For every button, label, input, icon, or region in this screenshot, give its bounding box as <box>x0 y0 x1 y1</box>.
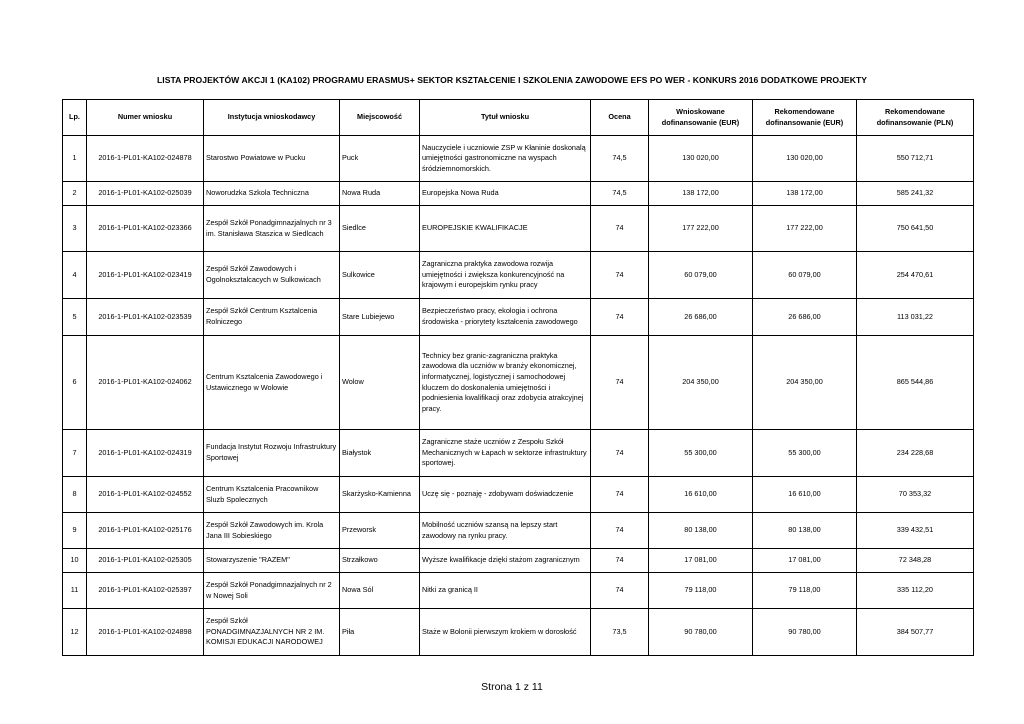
header-miejscowosc: Miejscowość <box>340 100 420 136</box>
cell-ocena: 74 <box>591 513 649 549</box>
cell-rekomendowane-pln: 339 432,51 <box>857 513 974 549</box>
cell-miejscowosc: Białystok <box>340 430 420 477</box>
cell-lp: 3 <box>63 206 87 252</box>
cell-numer-wniosku: 2016-1-PL01-KA102-023419 <box>87 252 204 299</box>
cell-rekomendowane-eur: 26 686,00 <box>753 299 857 336</box>
cell-wnioskowane: 55 300,00 <box>649 430 753 477</box>
cell-lp: 4 <box>63 252 87 299</box>
cell-instytucja: Zespół Szkół PONADGIMNAZJALNYCH NR 2 IM. KOMISJI EDUKACJI NARODOWEJ <box>204 609 340 656</box>
table-row <box>63 609 974 656</box>
cell-rekomendowane-eur: 80 138,00 <box>753 513 857 549</box>
cell-ocena: 74 <box>591 299 649 336</box>
cell-ocena: 74,5 <box>591 182 649 206</box>
cell-wnioskowane: 80 138,00 <box>649 513 753 549</box>
cell-rekomendowane-eur: 90 780,00 <box>753 609 857 656</box>
cell-instytucja: Stowarzyszenie "RAZEM" <box>204 549 340 573</box>
table-row <box>63 136 974 182</box>
cell-instytucja: Centrum Ksztalcenia Zawodowego i Ustawicznego w Wolowie <box>204 336 340 430</box>
cell-numer-wniosku: 2016-1-PL01-KA102-024898 <box>87 609 204 656</box>
table-row <box>63 336 974 430</box>
cell-miejscowosc: Siedlce <box>340 206 420 252</box>
cell-ocena: 74 <box>591 252 649 299</box>
cell-miejscowosc: Piła <box>340 609 420 656</box>
cell-rekomendowane-pln: 113 031,22 <box>857 299 974 336</box>
header-numer-wniosku: Numer wniosku <box>87 100 204 136</box>
cell-instytucja: Starostwo Powiatowe w Pucku <box>204 136 340 182</box>
cell-numer-wniosku: 2016-1-PL01-KA102-024062 <box>87 336 204 430</box>
cell-lp: 7 <box>63 430 87 477</box>
header-rekomendowane-pln: Rekomendowane dofinansowanie (PLN) <box>857 100 974 136</box>
cell-wnioskowane: 204 350,00 <box>649 336 753 430</box>
cell-numer-wniosku: 2016-1-PL01-KA102-025039 <box>87 182 204 206</box>
cell-lp: 6 <box>63 336 87 430</box>
cell-rekomendowane-pln: 234 228,68 <box>857 430 974 477</box>
cell-rekomendowane-eur: 204 350,00 <box>753 336 857 430</box>
cell-numer-wniosku: 2016-1-PL01-KA102-024878 <box>87 136 204 182</box>
header-lp: Lp. <box>63 100 87 136</box>
cell-rekomendowane-pln: 550 712,71 <box>857 136 974 182</box>
cell-tytul: Bezpieczeństwo pracy, ekologia i ochrona środowiska - priorytety kształcenia zawodowego <box>420 299 591 336</box>
cell-wnioskowane: 79 118,00 <box>649 573 753 609</box>
cell-lp: 10 <box>63 549 87 573</box>
cell-instytucja: Zespół Szkół Zawodowych i Ogolnoksztalcacych w Sulkowicach <box>204 252 340 299</box>
table-row <box>63 513 974 549</box>
cell-wnioskowane: 90 780,00 <box>649 609 753 656</box>
table-row <box>63 206 974 252</box>
cell-miejscowosc: Puck <box>340 136 420 182</box>
cell-wnioskowane: 60 079,00 <box>649 252 753 299</box>
cell-ocena: 74 <box>591 430 649 477</box>
cell-tytul: Nauczyciele i uczniowie ZSP w Kłaninie doskonalą umiejętności gastronomiczne na wyspach śródziemnomorskich. <box>420 136 591 182</box>
cell-lp: 12 <box>63 609 87 656</box>
cell-tytul: Uczę się - poznaję - zdobywam doświadczenie <box>420 477 591 513</box>
cell-miejscowosc: Skarżysko-Kamienna <box>340 477 420 513</box>
cell-instytucja: Centrum Ksztalcenia Pracownikow Sluzb Spolecznych <box>204 477 340 513</box>
cell-instytucja: Noworudzka Szkola Techniczna <box>204 182 340 206</box>
cell-lp: 9 <box>63 513 87 549</box>
cell-tytul: EUROPEJSKIE KWALIFIKACJE <box>420 206 591 252</box>
cell-tytul: Zagraniczna praktyka zawodowa rozwija umiejętności i zwiększa konkurencyjność na krajowym i europejskim rynku pracy <box>420 252 591 299</box>
cell-tytul: Nitki za granicą II <box>420 573 591 609</box>
cell-lp: 8 <box>63 477 87 513</box>
cell-wnioskowane: 17 081,00 <box>649 549 753 573</box>
header-ocena: Ocena <box>591 100 649 136</box>
cell-rekomendowane-pln: 750 641,50 <box>857 206 974 252</box>
cell-instytucja: Zespół Szkół Ponadgimnazjalnych nr 2 w Nowej Soli <box>204 573 340 609</box>
cell-instytucja: Zespół Szkół Centrum Ksztalcenia Rolniczego <box>204 299 340 336</box>
cell-lp: 11 <box>63 573 87 609</box>
cell-rekomendowane-eur: 16 610,00 <box>753 477 857 513</box>
cell-miejscowosc: Strzałkowo <box>340 549 420 573</box>
cell-numer-wniosku: 2016-1-PL01-KA102-023366 <box>87 206 204 252</box>
table-row <box>63 430 974 477</box>
projects-table <box>62 99 974 656</box>
cell-ocena: 74 <box>591 206 649 252</box>
cell-wnioskowane: 16 610,00 <box>649 477 753 513</box>
cell-rekomendowane-pln: 585 241,32 <box>857 182 974 206</box>
header-rekomendowane-eur: Rekomendowane dofinansowanie (EUR) <box>753 100 857 136</box>
cell-miejscowosc: Stare Lubiejewo <box>340 299 420 336</box>
cell-numer-wniosku: 2016-1-PL01-KA102-025176 <box>87 513 204 549</box>
cell-rekomendowane-eur: 17 081,00 <box>753 549 857 573</box>
cell-wnioskowane: 138 172,00 <box>649 182 753 206</box>
cell-rekomendowane-pln: 384 507,77 <box>857 609 974 656</box>
cell-ocena: 74 <box>591 336 649 430</box>
cell-numer-wniosku: 2016-1-PL01-KA102-025397 <box>87 573 204 609</box>
cell-ocena: 74 <box>591 549 649 573</box>
cell-tytul: Staże w Bolonii pierwszym krokiem w dorosłość <box>420 609 591 656</box>
cell-miejscowosc: Przeworsk <box>340 513 420 549</box>
cell-lp: 5 <box>63 299 87 336</box>
cell-rekomendowane-pln: 70 353,32 <box>857 477 974 513</box>
cell-miejscowosc: Nowa Sól <box>340 573 420 609</box>
cell-rekomendowane-eur: 60 079,00 <box>753 252 857 299</box>
page-number: Strona 1 z 11 <box>481 681 543 693</box>
cell-tytul: Europejska Nowa Ruda <box>420 182 591 206</box>
cell-wnioskowane: 130 020,00 <box>649 136 753 182</box>
cell-ocena: 74,5 <box>591 136 649 182</box>
cell-miejscowosc: Sulkowice <box>340 252 420 299</box>
cell-rekomendowane-eur: 79 118,00 <box>753 573 857 609</box>
table-row <box>63 182 974 206</box>
header-instytucja: Instytucja wnioskodawcy <box>204 100 340 136</box>
cell-wnioskowane: 26 686,00 <box>649 299 753 336</box>
table-row <box>63 252 974 299</box>
cell-rekomendowane-pln: 72 348,28 <box>857 549 974 573</box>
cell-numer-wniosku: 2016-1-PL01-KA102-024319 <box>87 430 204 477</box>
cell-ocena: 74 <box>591 573 649 609</box>
cell-rekomendowane-eur: 130 020,00 <box>753 136 857 182</box>
cell-lp: 2 <box>63 182 87 206</box>
table-row <box>63 573 974 609</box>
header-tytul: Tytuł wniosku <box>420 100 591 136</box>
cell-numer-wniosku: 2016-1-PL01-KA102-024552 <box>87 477 204 513</box>
cell-rekomendowane-pln: 254 470,61 <box>857 252 974 299</box>
cell-miejscowosc: Nowa Ruda <box>340 182 420 206</box>
table-row <box>63 299 974 336</box>
cell-instytucja: Fundacja Instytut Rozwoju Infrastruktury Sportowej <box>204 430 340 477</box>
cell-tytul: Technicy bez granic-zagraniczna praktyka zawodowa dla uczniów w branży ekonomicznej, informatycznej, logistycznej i samochodowej kluczem do doskonalenia umiejętności i podniesienia kwalifikacji oraz zdobycia atrakcyjnej pracy. <box>420 336 591 430</box>
document-title: LISTA PROJEKTÓW AKCJI 1 (KA102) PROGRAMU ERASMUS+ SEKTOR KSZTAŁCENIE I SZKOLENIA ZAWODOWE EFS PO WER - KONKURS 2016 DODATKOWE PROJEKTY <box>156 75 868 85</box>
cell-instytucja: Zespół Szkół Ponadgimnazjalnych nr 3 im. Stanisława Staszica w Siedlcach <box>204 206 340 252</box>
cell-rekomendowane-eur: 55 300,00 <box>753 430 857 477</box>
cell-tytul: Zagraniczne staże uczniów z Zespołu Szkół Mechanicznych w Łapach w sektorze infrastruktury sportowej. <box>420 430 591 477</box>
cell-instytucja: Zespół Szkół Zawodowych im. Krola Jana III Sobieskiego <box>204 513 340 549</box>
cell-rekomendowane-pln: 865 544,86 <box>857 336 974 430</box>
cell-rekomendowane-eur: 138 172,00 <box>753 182 857 206</box>
cell-rekomendowane-eur: 177 222,00 <box>753 206 857 252</box>
table-header-row <box>63 100 974 136</box>
cell-ocena: 73,5 <box>591 609 649 656</box>
cell-rekomendowane-pln: 335 112,20 <box>857 573 974 609</box>
cell-tytul: Wyższe kwalifikacje dzięki stażom zagranicznym <box>420 549 591 573</box>
header-wnioskowane: Wnioskowane dofinansowanie (EUR) <box>649 100 753 136</box>
cell-wnioskowane: 177 222,00 <box>649 206 753 252</box>
cell-numer-wniosku: 2016-1-PL01-KA102-025305 <box>87 549 204 573</box>
table-row <box>63 549 974 573</box>
cell-numer-wniosku: 2016-1-PL01-KA102-023539 <box>87 299 204 336</box>
cell-lp: 1 <box>63 136 87 182</box>
cell-tytul: Mobilność uczniów szansą na lepszy start zawodowy na rynku pracy. <box>420 513 591 549</box>
table-row <box>63 477 974 513</box>
cell-miejscowosc: Wolow <box>340 336 420 430</box>
cell-ocena: 74 <box>591 477 649 513</box>
